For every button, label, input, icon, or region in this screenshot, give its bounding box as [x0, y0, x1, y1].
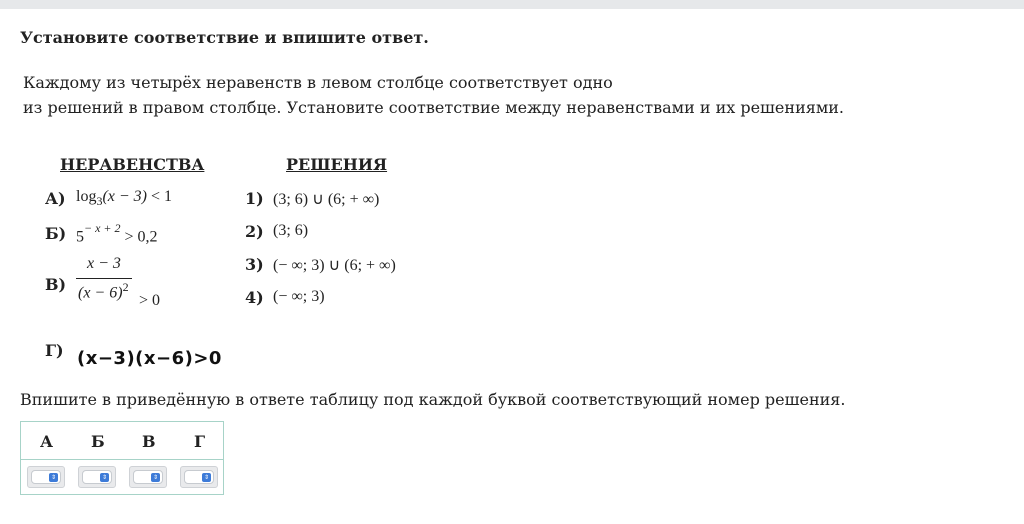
inequality-a — [76, 188, 172, 209]
solutions-header: РЕШЕНИЯ — [286, 155, 388, 174]
inequality-b-exp: − x + 2 — [84, 221, 121, 235]
intro-line-1: Каждому из четырёх неравенств в левом столбце соответствует одно — [23, 73, 613, 92]
answer-select-b-field[interactable] — [82, 470, 112, 484]
inequality-c-letter: В) — [45, 275, 67, 294]
inequality-b-rest: > 0,2 — [120, 228, 158, 246]
inequality-c-denominator: (x − 6) — [78, 284, 123, 302]
answer-select-g-field[interactable] — [184, 470, 214, 484]
answer-select-g[interactable] — [180, 466, 218, 488]
inequality-b — [76, 221, 158, 246]
solution-4-num: 4) — [245, 288, 264, 307]
inequality-c-rest: > 0 — [139, 292, 161, 309]
updown-chevron-icon[interactable]: ⇕ — [50, 474, 57, 481]
solution-1-num: 1) — [245, 189, 264, 208]
answer-select-b[interactable] — [78, 466, 116, 488]
inequality-a-base: 3 — [96, 194, 103, 209]
solution-1-text: (3; 6) ∪ (6; + ∞) — [273, 191, 380, 208]
inequality-c-denominator-wrap — [78, 280, 129, 302]
inequality-a-log: log — [76, 188, 97, 205]
answer-select-a-field[interactable] — [31, 470, 61, 484]
inequalities-header: НЕРАВЕНСТВА — [60, 155, 205, 174]
inequality-d-expression: (x−3)(x−6)>0 — [77, 348, 222, 369]
solution-2-num: 2) — [245, 222, 264, 241]
solution-2-text: (3; 6) — [273, 222, 309, 239]
answer-table-divider — [21, 459, 223, 460]
inequality-a-rest: < 1 — [147, 188, 173, 205]
answer-select-a[interactable] — [27, 466, 65, 488]
task-intro — [23, 70, 844, 120]
updown-chevron-icon[interactable]: ⇕ — [203, 474, 210, 481]
answer-header-a: А — [40, 432, 54, 451]
solution-3-text: (− ∞; 3) ∪ (6; + ∞) — [273, 257, 396, 274]
answer-select-v[interactable] — [129, 466, 167, 488]
top-bar — [0, 0, 1024, 9]
solution-3-num: 3) — [245, 255, 264, 274]
task-title: Установите соответствие и впишите ответ. — [20, 28, 429, 47]
inequality-c-numerator: x − 3 — [87, 255, 121, 272]
updown-chevron-icon[interactable]: ⇕ — [152, 474, 159, 481]
inequality-c-den-exp: 2 — [122, 280, 129, 294]
answer-table — [20, 421, 224, 495]
intro-line-2: из решений в правом столбце. Установите соответствие между неравенствами и их решениями. — [23, 98, 845, 117]
answer-header-b: Б — [91, 432, 105, 451]
inequality-a-letter: А) — [45, 189, 66, 208]
answer-instruction: Впишите в приведённую в ответе таблицу под каждой буквой соответствующий номер решения. — [20, 390, 846, 409]
answer-header-g: Г — [194, 432, 206, 451]
updown-chevron-icon[interactable]: ⇕ — [101, 474, 108, 481]
fraction-line — [76, 278, 132, 279]
inequality-b-letter: Б) — [45, 224, 67, 243]
inequality-d-letter: Г) — [45, 341, 64, 360]
inequality-b-base: 5 — [76, 228, 84, 246]
answer-header-v: В — [142, 432, 156, 451]
answer-select-v-field[interactable] — [133, 470, 163, 484]
solution-4-text: (− ∞; 3) — [273, 288, 325, 305]
inequality-a-arg: (x − 3) — [102, 188, 148, 205]
